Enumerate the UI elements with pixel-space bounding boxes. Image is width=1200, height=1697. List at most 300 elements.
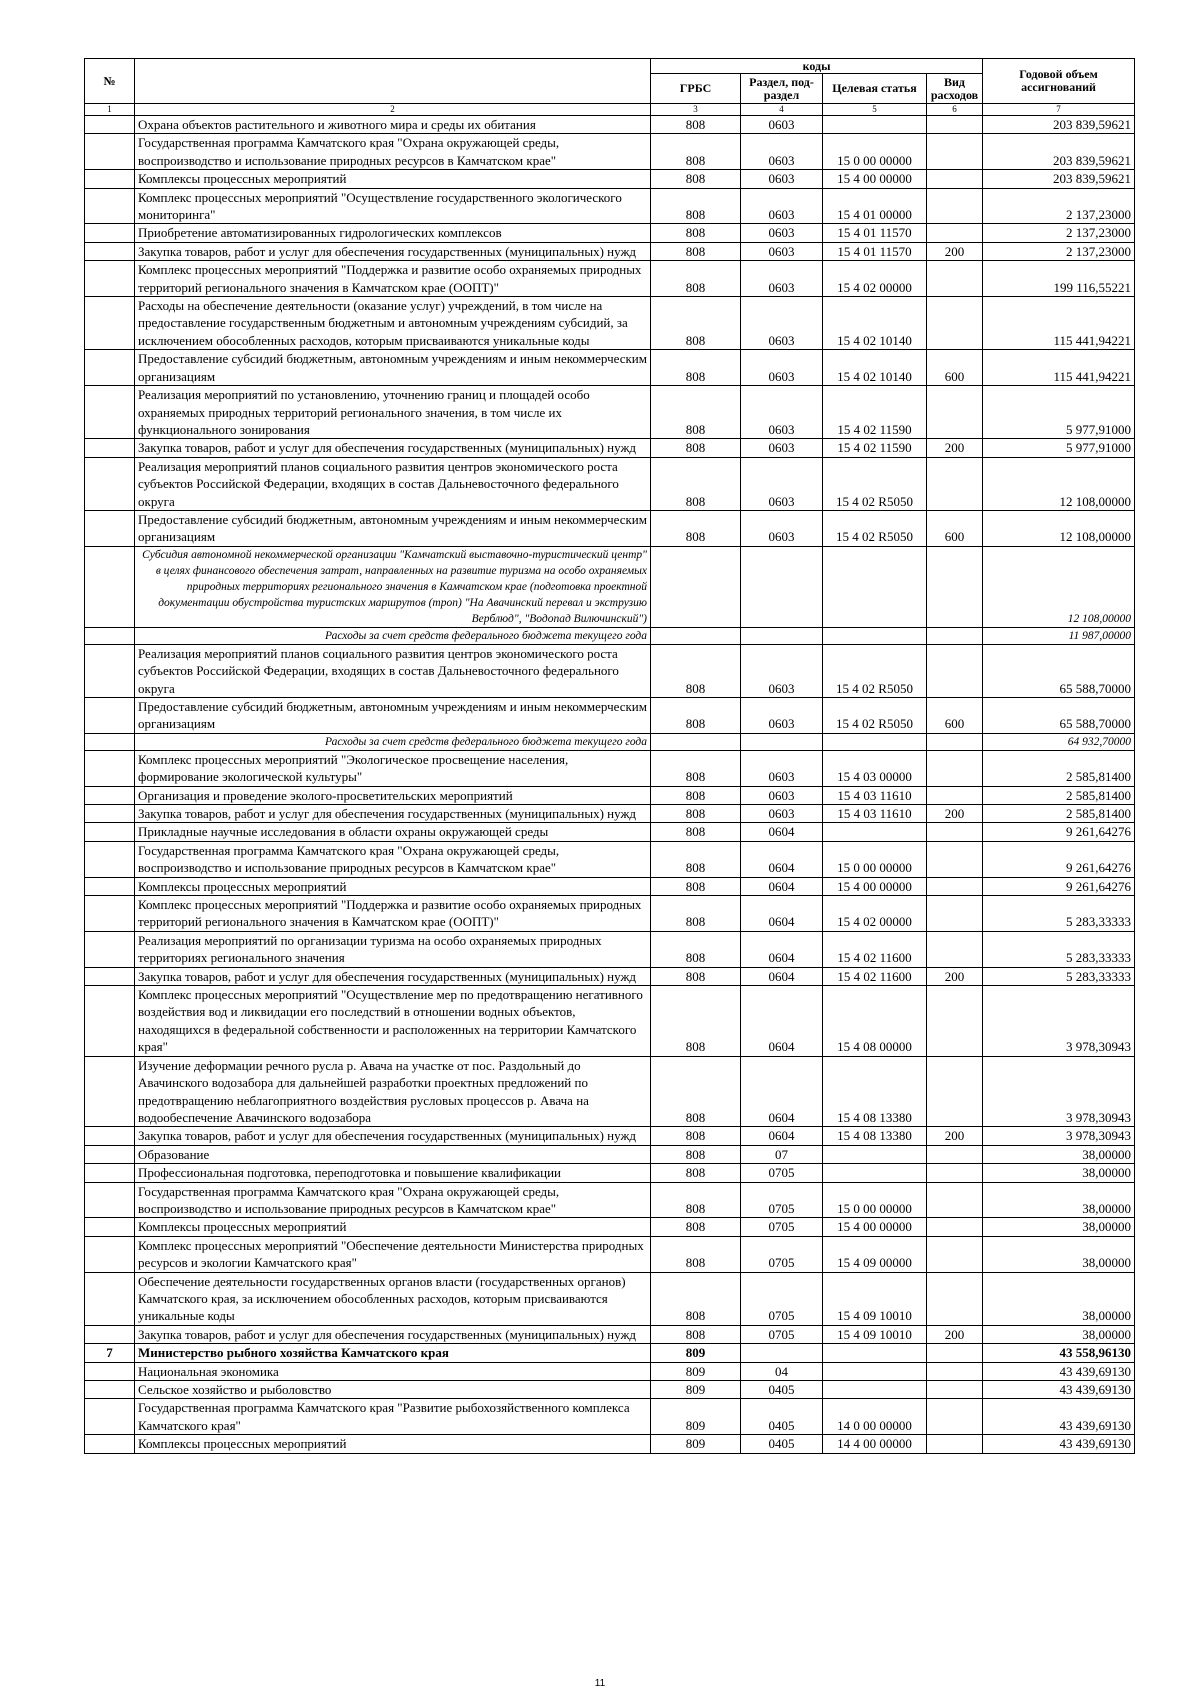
row-section: [741, 627, 823, 644]
row-grbs: 808: [651, 967, 741, 985]
row-section: 0405: [741, 1381, 823, 1399]
row-amount: 5 283,33333: [983, 967, 1135, 985]
row-target: 15 4 02 R5050: [823, 457, 927, 510]
row-target: 15 4 03 11610: [823, 805, 927, 823]
row-number: [85, 1164, 135, 1182]
row-amount: 38,00000: [983, 1164, 1135, 1182]
row-grbs: 808: [651, 261, 741, 297]
table-row: [85, 627, 1135, 644]
row-target: 15 4 08 13380: [823, 1056, 927, 1127]
row-amount: 65 588,70000: [983, 697, 1135, 733]
row-grbs: 808: [651, 297, 741, 350]
table-row: [85, 841, 1135, 877]
row-kind: [927, 841, 983, 877]
row-amount: 43 439,69130: [983, 1435, 1135, 1453]
row-target: [823, 1164, 927, 1182]
row-number: [85, 697, 135, 733]
row-name: Комплекс процессных мероприятий "Поддержка и развитие особо охраняемых природных территорий регионального значения в Камчатском крае (ООПТ)": [135, 896, 651, 932]
row-kind: 200: [927, 1325, 983, 1343]
row-name: Сельское хозяйство и рыболовство: [135, 1381, 651, 1399]
row-target: [823, 1381, 927, 1399]
row-grbs: 808: [651, 1145, 741, 1163]
row-target: [823, 1362, 927, 1380]
table-row: [85, 439, 1135, 457]
row-name: Расходы за счет средств федерального бюджета текущего года: [135, 733, 651, 750]
row-amount: 199 116,55221: [983, 261, 1135, 297]
row-section: 0604: [741, 967, 823, 985]
row-grbs: 808: [651, 896, 741, 932]
table-row: [85, 1399, 1135, 1435]
row-amount: 3 978,30943: [983, 1127, 1135, 1145]
row-target: 15 4 03 11610: [823, 786, 927, 804]
header-codes: коды: [651, 59, 983, 74]
row-target: 15 4 02 00000: [823, 261, 927, 297]
row-grbs: 808: [651, 697, 741, 733]
row-grbs: 808: [651, 1164, 741, 1182]
row-kind: [927, 627, 983, 644]
column-number: 6: [927, 104, 983, 116]
row-number: [85, 116, 135, 134]
row-number: [85, 188, 135, 224]
row-amount: 5 283,33333: [983, 931, 1135, 967]
table-row: [85, 116, 1135, 134]
row-number: [85, 1272, 135, 1325]
row-name: Реализация мероприятий по установлению, уточнению границ и площадей особо охраняемых природных территорий регионального значения, в том числе их функционального зонирования: [135, 386, 651, 439]
table-row: [85, 510, 1135, 546]
row-grbs: 808: [651, 986, 741, 1057]
row-target: 15 4 02 R5050: [823, 510, 927, 546]
row-target: [823, 627, 927, 644]
row-name: Комплексы процессных мероприятий: [135, 170, 651, 188]
header-name: [135, 59, 651, 104]
row-name: Охрана объектов растительного и животного мира и среды их обитания: [135, 116, 651, 134]
row-target: 15 4 02 10140: [823, 350, 927, 386]
row-section: 0603: [741, 170, 823, 188]
row-amount: 5 977,91000: [983, 439, 1135, 457]
row-grbs: 808: [651, 1127, 741, 1145]
page-number: 11: [594, 1678, 606, 1689]
row-section: 07: [741, 1145, 823, 1163]
row-amount: 115 441,94221: [983, 350, 1135, 386]
row-target: [823, 823, 927, 841]
table-row: [85, 750, 1135, 786]
row-target: 15 4 02 11590: [823, 386, 927, 439]
row-section: 0603: [741, 644, 823, 697]
row-amount: 12 108,00000: [983, 457, 1135, 510]
row-amount: 9 261,64276: [983, 823, 1135, 841]
table-row: [85, 931, 1135, 967]
row-section: 0604: [741, 841, 823, 877]
row-target: [823, 116, 927, 134]
row-kind: [927, 116, 983, 134]
row-target: 15 4 02 11590: [823, 439, 927, 457]
row-kind: [927, 986, 983, 1057]
budget-table: [84, 58, 1135, 1454]
row-name: Закупка товаров, работ и услуг для обеспечения государственных (муниципальных) нужд: [135, 805, 651, 823]
header-amount: Годовой объем ассигнований: [983, 59, 1135, 104]
table-row: [85, 697, 1135, 733]
row-target: 15 4 00 00000: [823, 877, 927, 895]
row-name: Реализация мероприятий по организации туризма на особо охраняемых природных территориях регионального значения: [135, 931, 651, 967]
row-target: 15 4 00 00000: [823, 170, 927, 188]
row-name: Обеспечение деятельности государственных органов власти (государственных органов) Камчатского края, за исключением обособленных расходов, которым присваиваются уникальные коды: [135, 1272, 651, 1325]
table-row: [85, 896, 1135, 932]
row-number: [85, 1399, 135, 1435]
table-row: [85, 1435, 1135, 1453]
column-number: 1: [85, 104, 135, 116]
row-grbs: 808: [651, 931, 741, 967]
row-section: 0603: [741, 116, 823, 134]
row-number: [85, 733, 135, 750]
row-target: 15 0 00 00000: [823, 134, 927, 170]
row-kind: [927, 188, 983, 224]
row-grbs: 808: [651, 134, 741, 170]
row-grbs: 808: [651, 750, 741, 786]
row-kind: [927, 134, 983, 170]
table-row: [85, 386, 1135, 439]
table-row: [85, 877, 1135, 895]
table-row: [85, 967, 1135, 985]
row-number: [85, 134, 135, 170]
row-target: [823, 733, 927, 750]
row-section: 0604: [741, 1127, 823, 1145]
row-section: 0603: [741, 510, 823, 546]
table-row: [85, 242, 1135, 260]
row-section: [741, 733, 823, 750]
row-name: Комплекс процессных мероприятий "Обеспечение деятельности Министерства природных ресурсов и экологии Камчатского края": [135, 1236, 651, 1272]
row-section: 0603: [741, 350, 823, 386]
row-number: [85, 1435, 135, 1453]
row-target: 15 4 00 00000: [823, 1218, 927, 1236]
row-grbs: 808: [651, 1325, 741, 1343]
row-name: Государственная программа Камчатского края "Охрана окружающей среды, воспроизводство и использование природных ресурсов в Камчатском крае": [135, 1182, 651, 1218]
row-kind: [927, 1381, 983, 1399]
row-kind: [927, 1182, 983, 1218]
row-kind: [927, 931, 983, 967]
row-kind: [927, 1236, 983, 1272]
row-number: [85, 1218, 135, 1236]
row-number: [85, 823, 135, 841]
table-row: [85, 261, 1135, 297]
row-grbs: 808: [651, 350, 741, 386]
row-grbs: 808: [651, 457, 741, 510]
row-grbs: 809: [651, 1399, 741, 1435]
row-amount: 2 585,81400: [983, 786, 1135, 804]
row-amount: 9 261,64276: [983, 841, 1135, 877]
row-kind: [927, 1399, 983, 1435]
table-row: [85, 1381, 1135, 1399]
row-grbs: 809: [651, 1435, 741, 1453]
table-row: [85, 1164, 1135, 1182]
row-grbs: 808: [651, 644, 741, 697]
row-name: Расходы на обеспечение деятельности (оказание услуг) учреждений, в том числе на предоставление государственным бюджетным и автономным учреждениям субсидий, за исключением обособленных расходов, которым присваиваются уникальные коды: [135, 297, 651, 350]
row-grbs: 808: [651, 188, 741, 224]
row-section: 0603: [741, 297, 823, 350]
row-grbs: 808: [651, 1056, 741, 1127]
row-kind: [927, 297, 983, 350]
row-grbs: 809: [651, 1344, 741, 1362]
row-name: Субсидия автономной некоммерческой организации "Камчатский выставочно-туристический центр" в целях финансового обеспечения затрат, направленных на развитие туризма на особо охраняемых природных территориях регионального значения в Камчатском крае (подготовка проектной документации обустройства туристских маршрутов (троп) "На Авачинский перевал и экструзию Верблюд", "Водопад Вилючинский"): [135, 546, 651, 627]
table-row: [85, 1056, 1135, 1127]
row-section: 0603: [741, 134, 823, 170]
row-target: 15 4 02 R5050: [823, 697, 927, 733]
row-grbs: 808: [651, 823, 741, 841]
row-target: 15 0 00 00000: [823, 1182, 927, 1218]
row-target: 15 4 03 00000: [823, 750, 927, 786]
row-amount: 2 585,81400: [983, 750, 1135, 786]
table-row: [85, 1145, 1135, 1163]
row-number: [85, 841, 135, 877]
row-section: 0705: [741, 1182, 823, 1218]
row-amount: 203 839,59621: [983, 170, 1135, 188]
row-grbs: 808: [651, 786, 741, 804]
row-number: [85, 510, 135, 546]
row-amount: 2 137,23000: [983, 242, 1135, 260]
row-number: [85, 1056, 135, 1127]
row-kind: [927, 1272, 983, 1325]
row-number: [85, 297, 135, 350]
row-number: [85, 1325, 135, 1343]
table-row: [85, 823, 1135, 841]
row-grbs: 808: [651, 1236, 741, 1272]
table-row: [85, 188, 1135, 224]
table-row: [85, 1362, 1135, 1380]
row-amount: 11 987,00000: [983, 627, 1135, 644]
row-kind: [927, 1344, 983, 1362]
row-section: 0603: [741, 750, 823, 786]
row-grbs: 808: [651, 510, 741, 546]
row-name: Профессиональная подготовка, переподготовка и повышение квалификации: [135, 1164, 651, 1182]
row-target: 15 4 08 13380: [823, 1127, 927, 1145]
row-name: Закупка товаров, работ и услуг для обеспечения государственных (муниципальных) нужд: [135, 967, 651, 985]
row-kind: [927, 1056, 983, 1127]
row-name: Реализация мероприятий планов социального развития центров экономического роста субъектов Российской Федерации, входящих в состав Дальневосточного федерального округа: [135, 644, 651, 697]
row-amount: 9 261,64276: [983, 877, 1135, 895]
row-section: 0603: [741, 805, 823, 823]
row-number: [85, 967, 135, 985]
row-name: Закупка товаров, работ и услуг для обеспечения государственных (муниципальных) нужд: [135, 439, 651, 457]
row-name: Государственная программа Камчатского края "Охрана окружающей среды, воспроизводство и использование природных ресурсов в Камчатском крае": [135, 841, 651, 877]
row-section: 04: [741, 1362, 823, 1380]
row-section: 0604: [741, 823, 823, 841]
row-amount: 43 439,69130: [983, 1399, 1135, 1435]
row-amount: 38,00000: [983, 1325, 1135, 1343]
row-target: 15 4 01 11570: [823, 242, 927, 260]
row-amount: 5 977,91000: [983, 386, 1135, 439]
row-amount: 12 108,00000: [983, 510, 1135, 546]
row-number: [85, 877, 135, 895]
row-section: [741, 1344, 823, 1362]
row-grbs: 808: [651, 805, 741, 823]
row-grbs: 808: [651, 116, 741, 134]
row-name: Изучение деформации речного русла р. Авача на участке от пос. Раздольный до Авачинского водозабора для дальнейшей разработки проектных предложений по предотвращению неблагоприятного воздействия русловых процессов р. Авача на водообеспечение Авачинского водозабора: [135, 1056, 651, 1127]
row-kind: 200: [927, 1127, 983, 1145]
row-kind: [927, 386, 983, 439]
row-kind: [927, 1362, 983, 1380]
table-row: [85, 134, 1135, 170]
table-row: [85, 786, 1135, 804]
row-kind: 200: [927, 967, 983, 985]
row-kind: [927, 170, 983, 188]
row-kind: [927, 1435, 983, 1453]
row-grbs: 808: [651, 877, 741, 895]
row-name: Организация и проведение эколого-просветительских мероприятий: [135, 786, 651, 804]
row-section: 0603: [741, 786, 823, 804]
row-amount: 3 978,30943: [983, 1056, 1135, 1127]
row-name: Расходы за счет средств федерального бюджета текущего года: [135, 627, 651, 644]
row-grbs: 808: [651, 439, 741, 457]
row-amount: 64 932,70000: [983, 733, 1135, 750]
table-row: [85, 457, 1135, 510]
row-name: Национальная экономика: [135, 1362, 651, 1380]
row-amount: 2 137,23000: [983, 224, 1135, 242]
row-kind: [927, 546, 983, 627]
row-number: [85, 1381, 135, 1399]
row-grbs: [651, 733, 741, 750]
row-amount: 203 839,59621: [983, 116, 1135, 134]
row-section: 0603: [741, 457, 823, 510]
row-kind: 600: [927, 510, 983, 546]
column-number: 2: [135, 104, 651, 116]
table-row: [85, 1182, 1135, 1218]
row-target: 15 4 02 11600: [823, 967, 927, 985]
row-name: Предоставление субсидий бюджетным, автономным учреждениям и иным некоммерческим организациям: [135, 510, 651, 546]
table-body: [85, 116, 1135, 1454]
row-section: 0603: [741, 224, 823, 242]
row-kind: [927, 896, 983, 932]
row-target: 15 4 09 00000: [823, 1236, 927, 1272]
table-row: [85, 224, 1135, 242]
row-name: Комплексы процессных мероприятий: [135, 1435, 651, 1453]
row-section: 0405: [741, 1435, 823, 1453]
row-grbs: 808: [651, 1272, 741, 1325]
table-row: [85, 986, 1135, 1057]
table-row: [85, 733, 1135, 750]
row-grbs: 808: [651, 170, 741, 188]
row-number: [85, 896, 135, 932]
row-number: [85, 805, 135, 823]
row-amount: 203 839,59621: [983, 134, 1135, 170]
row-section: 0405: [741, 1399, 823, 1435]
column-number: 7: [983, 104, 1135, 116]
row-kind: [927, 1145, 983, 1163]
row-name: Образование: [135, 1145, 651, 1163]
row-section: 0603: [741, 188, 823, 224]
row-target: 15 4 08 00000: [823, 986, 927, 1057]
row-name: Комплекс процессных мероприятий "Поддержка и развитие особо охраняемых природных территорий регионального значения в Камчатском крае (ООПТ)": [135, 261, 651, 297]
row-amount: 5 283,33333: [983, 896, 1135, 932]
row-target: [823, 546, 927, 627]
row-number: [85, 350, 135, 386]
row-name: Комплекс процессных мероприятий "Осуществление государственного экологического мониторинга": [135, 188, 651, 224]
row-number: [85, 386, 135, 439]
table-row: [85, 1272, 1135, 1325]
row-number: [85, 1362, 135, 1380]
row-kind: [927, 786, 983, 804]
table-row: [85, 1325, 1135, 1343]
row-amount: 2 137,23000: [983, 188, 1135, 224]
row-name: Закупка товаров, работ и услуг для обеспечения государственных (муниципальных) нужд: [135, 1127, 651, 1145]
row-amount: 12 108,00000: [983, 546, 1135, 627]
column-number: 5: [823, 104, 927, 116]
row-number: [85, 1236, 135, 1272]
row-section: 0604: [741, 986, 823, 1057]
row-target: 15 4 02 R5050: [823, 644, 927, 697]
row-amount: 2 585,81400: [983, 805, 1135, 823]
table-row: [85, 170, 1135, 188]
row-kind: [927, 750, 983, 786]
table-row: [85, 1218, 1135, 1236]
row-kind: [927, 457, 983, 510]
table-row: [85, 644, 1135, 697]
row-section: [741, 546, 823, 627]
row-name: Государственная программа Камчатского края "Развитие рыбохозяйственного комплекса Камчатского края": [135, 1399, 651, 1435]
row-target: 15 4 02 11600: [823, 931, 927, 967]
header-num: №: [85, 59, 135, 104]
row-kind: [927, 733, 983, 750]
row-kind: [927, 1218, 983, 1236]
row-number: [85, 931, 135, 967]
row-number: [85, 786, 135, 804]
row-number: [85, 457, 135, 510]
row-number: [85, 1145, 135, 1163]
row-number: [85, 644, 135, 697]
row-target: 14 0 00 00000: [823, 1399, 927, 1435]
row-amount: 43 439,69130: [983, 1381, 1135, 1399]
row-kind: [927, 1164, 983, 1182]
row-kind: [927, 644, 983, 697]
header-target: Целевая статья: [823, 74, 927, 104]
column-number-row: [85, 104, 1135, 116]
row-name: Закупка товаров, работ и услуг для обеспечения государственных (муниципальных) нужд: [135, 242, 651, 260]
header-kind: Вид расходов: [927, 74, 983, 104]
row-kind: 600: [927, 697, 983, 733]
row-kind: 200: [927, 242, 983, 260]
row-kind: [927, 877, 983, 895]
row-section: 0603: [741, 697, 823, 733]
row-kind: [927, 823, 983, 841]
table-row: [85, 1236, 1135, 1272]
row-kind: 200: [927, 439, 983, 457]
row-amount: 115 441,94221: [983, 297, 1135, 350]
row-target: 15 4 09 10010: [823, 1325, 927, 1343]
row-grbs: [651, 627, 741, 644]
row-target: 15 4 02 00000: [823, 896, 927, 932]
header-grbs: ГРБС: [651, 74, 741, 104]
row-number: [85, 546, 135, 627]
row-amount: 38,00000: [983, 1272, 1135, 1325]
row-amount: 38,00000: [983, 1236, 1135, 1272]
row-number: [85, 627, 135, 644]
row-number: [85, 170, 135, 188]
row-number: [85, 224, 135, 242]
row-name: Государственная программа Камчатского края "Охрана окружающей среды, воспроизводство и использование природных ресурсов в Камчатском крае": [135, 134, 651, 170]
row-name: Министерство рыбного хозяйства Камчатского края: [135, 1344, 651, 1362]
row-number: [85, 1182, 135, 1218]
row-amount: 38,00000: [983, 1218, 1135, 1236]
row-name: Приобретение автоматизированных гидрологических комплексов: [135, 224, 651, 242]
row-amount: 65 588,70000: [983, 644, 1135, 697]
column-number: 4: [741, 104, 823, 116]
row-target: 15 4 01 00000: [823, 188, 927, 224]
row-section: 0604: [741, 931, 823, 967]
row-target: 14 4 00 00000: [823, 1435, 927, 1453]
row-target: 15 4 09 10010: [823, 1272, 927, 1325]
row-target: 15 4 01 11570: [823, 224, 927, 242]
row-section: 0604: [741, 1056, 823, 1127]
row-kind: 200: [927, 805, 983, 823]
row-number: [85, 750, 135, 786]
